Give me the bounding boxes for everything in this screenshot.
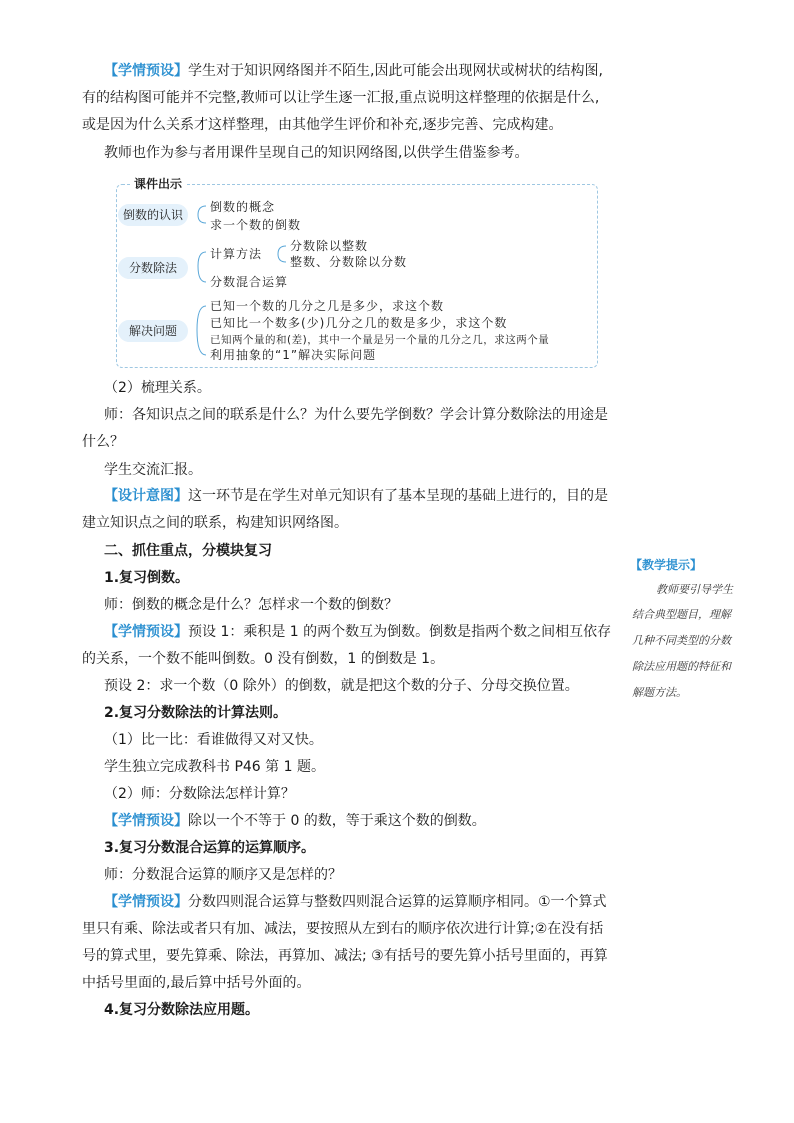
s4-title: 4.复习分数除法应用题。 bbox=[104, 1002, 260, 1018]
cat3-item-1: 已知一个数的几分之几是多少，求这个数 bbox=[210, 299, 445, 313]
s1-title: 1.复习倒数。 bbox=[104, 570, 190, 586]
student-report: 学生交流汇报。 bbox=[104, 462, 202, 478]
s2-b: 学生独立完成教科书 P46 第 1 题。 bbox=[104, 759, 325, 775]
bracket-calc bbox=[278, 246, 286, 262]
cat3-item-4: 利用抽象的“1”解决实际问题 bbox=[210, 348, 377, 362]
design-line2: 建立知识点之间的联系，构建知识网络图。 bbox=[82, 515, 348, 531]
sidebar-line: 结合典型题目，理解 bbox=[632, 608, 731, 621]
cat3-item-2: 已知比一个数多(少)几分之几的数是多少，求这个数 bbox=[210, 316, 508, 330]
sidebar-line: 解题方法。 bbox=[632, 686, 687, 699]
category-fraction-division: 分数除法 bbox=[118, 257, 188, 279]
sidebar-line: 几种不同类型的分数 bbox=[632, 634, 731, 647]
category-problem-solving: 解决问题 bbox=[118, 320, 188, 342]
s2-d: 【学情预设】除以一个不等于 0 的数，等于乘这个数的倒数。 bbox=[104, 813, 486, 829]
para2: 教师也作为参与者用课件呈现自己的知识网络图,以供学生借鉴参考。 bbox=[104, 145, 529, 161]
cat2-calc-item-1: 分数除以整数 bbox=[290, 239, 369, 253]
design-line1: 【设计意图】这一环节是在学生对单元知识有了基本呈现的基础上进行的，目的是 bbox=[104, 488, 608, 504]
s1-preset2: 预设 2：求一个数（0 除外）的倒数，就是把这个数的分子、分母交换位置。 bbox=[104, 678, 579, 694]
cat2-mixed: 分数混合运算 bbox=[210, 275, 289, 289]
s3-line2: 里只有乘、除法或者只有加、减法，要按照从左到右的顺序依次进行计算;②在没有括 bbox=[82, 921, 604, 937]
question1-line2: 什么？ bbox=[82, 434, 124, 450]
para1-line2: 有的结构图可能并不完整,教师可以让学生逐一汇报,重点说明这样整理的依据是什么, bbox=[82, 90, 600, 106]
sidebar-line: 教师要引导学生 bbox=[656, 583, 733, 596]
s3-question: 师：分数混合运算的顺序又是怎样的？ bbox=[104, 867, 342, 883]
s3-line1: 【学情预设】分数四则混合运算与整数四则混合运算的运算顺序相同。①一个算式 bbox=[104, 894, 607, 910]
sidebar-line: 除法应用题的特征和 bbox=[632, 660, 731, 673]
learning-preset-tag: 【学情预设】 bbox=[104, 63, 188, 79]
cat3-item-3: 已知两个量的和(差)，其中一个量是另一个量的几分之几，求这两个量 bbox=[210, 334, 550, 346]
para1-line1: 【学情预设】学生对于知识网络图并不陌生,因此可能会出现网状或树状的结构图, bbox=[104, 63, 603, 79]
s2-a: （1）比一比：看谁做得又对又快。 bbox=[104, 732, 323, 748]
category-reciprocal: 倒数的认识 bbox=[118, 204, 188, 226]
para1-line3: 或是因为什么关系才这样整理，由其他学生评价和补充,逐步完善、完成构建。 bbox=[82, 117, 563, 133]
s1-question: 师：倒数的概念是什么？怎样求一个数的倒数？ bbox=[104, 597, 398, 613]
bracket-cat1 bbox=[198, 206, 206, 223]
bracket-cat2 bbox=[198, 252, 206, 282]
sidebar-title: 【教学提示】 bbox=[630, 558, 703, 572]
question1-line1: 师：各知识点之间的联系是什么？为什么要先学倒数？学会计算分数除法的用途是 bbox=[104, 407, 608, 423]
learning-preset-tag: 【学情预设】 bbox=[104, 813, 188, 829]
design-intent-tag: 【设计意图】 bbox=[104, 488, 188, 504]
section2-heading: 二、抓住重点，分模块复习 bbox=[104, 543, 272, 559]
learning-preset-tag: 【学情预设】 bbox=[104, 894, 188, 910]
cat2-calc: 计算方法 bbox=[210, 247, 263, 261]
step2: （2）梳理关系。 bbox=[104, 380, 211, 396]
s3-title: 3.复习分数混合运算的运算顺序。 bbox=[104, 840, 316, 856]
bracket-cat3 bbox=[197, 306, 206, 355]
cat2-calc-item-2: 整数、分数除以分数 bbox=[290, 255, 408, 269]
s3-line3: 号的算式里，要先算乘、除法，再算加、减法; ③有括号的要先算小括号里面的，再算 bbox=[82, 948, 608, 964]
cat1-item-2: 求一个数的倒数 bbox=[210, 218, 302, 232]
cat1-item-1: 倒数的概念 bbox=[210, 200, 276, 214]
s2-c: （2）师：分数除法怎样计算？ bbox=[104, 786, 295, 802]
courseware-title: 课件出示 bbox=[130, 177, 186, 191]
s1-preset1-line1: 【学情预设】预设 1：乘积是 1 的两个数互为倒数。倒数是指两个数之间相互依存 bbox=[104, 624, 612, 640]
s3-line4: 中括号里面的,最后算中括号外面的。 bbox=[82, 975, 311, 991]
s2-title: 2.复习分数除法的计算法则。 bbox=[104, 705, 288, 721]
learning-preset-tag: 【学情预设】 bbox=[104, 624, 188, 640]
s1-preset1-line2: 的关系，一个数不能叫倒数。0 没有倒数，1 的倒数是 1。 bbox=[82, 651, 445, 667]
